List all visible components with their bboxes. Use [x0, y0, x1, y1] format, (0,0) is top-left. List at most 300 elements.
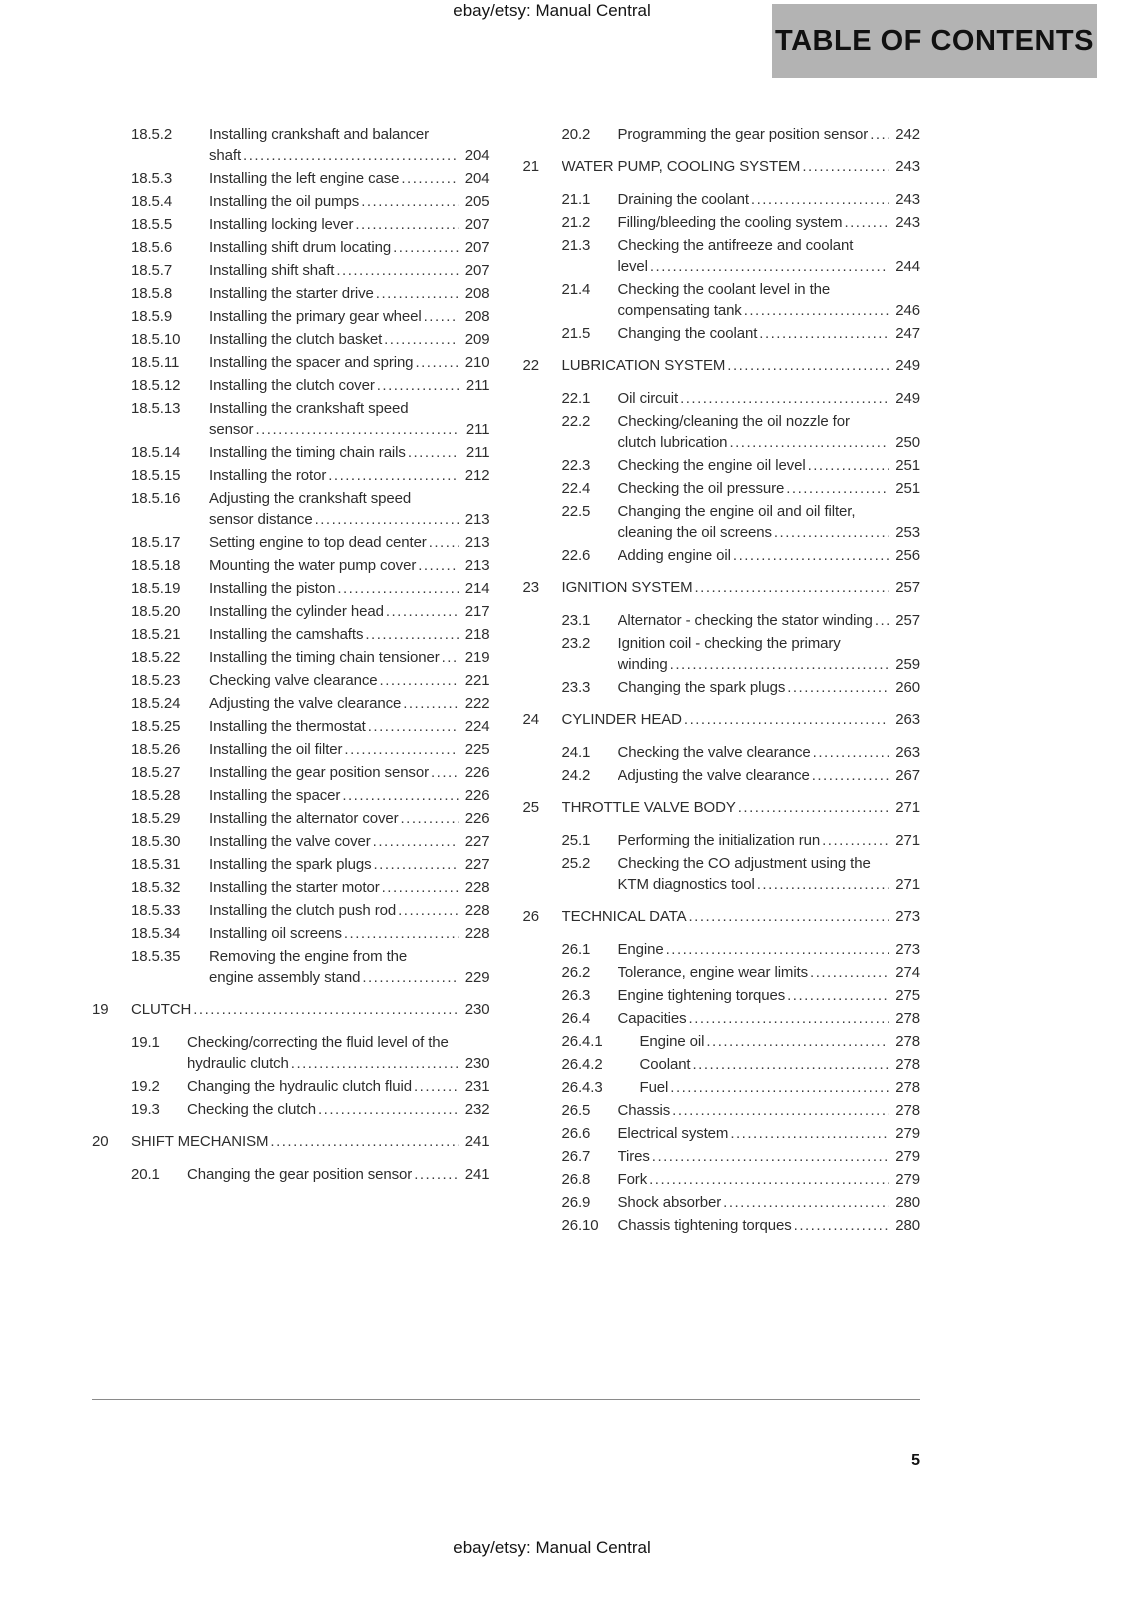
toc-entry: [523, 939, 921, 960]
toc-entry-number: 18.5.24: [131, 695, 181, 712]
toc-entry-page: 208: [459, 283, 490, 304]
dot-leader: [682, 709, 920, 730]
toc-entry-body: [618, 501, 921, 543]
toc-entry: [523, 501, 921, 543]
toc-entry: [92, 877, 490, 898]
toc-entry-body: [209, 693, 490, 714]
toc-entry-number: 22.6: [561, 547, 591, 564]
toc-chapter-entry: [523, 577, 921, 598]
toc-entry-body: [209, 854, 490, 875]
toc-entry-number: 22.4: [561, 480, 591, 497]
toc-entry-page: 214: [459, 578, 490, 599]
toc-entry-page: 226: [459, 762, 490, 783]
dot-leader: [693, 577, 920, 598]
toc-entry-number: 25.1: [561, 832, 591, 849]
toc-entry-title: Installing the gear position sensor: [209, 764, 429, 781]
toc-entry-page: 241: [459, 1131, 490, 1152]
toc-entry-number: 26.4.2: [561, 1056, 603, 1073]
toc-entry-number: 26: [522, 908, 539, 925]
toc-entry-body: [618, 1008, 921, 1029]
toc-entry: [523, 545, 921, 566]
toc-entry: [523, 962, 921, 983]
toc-entry-page: 263: [889, 742, 920, 763]
toc-entry-title: Installing the alternator cover: [209, 810, 399, 827]
toc-entry-title: IGNITION SYSTEM: [561, 579, 693, 596]
toc-entry: [523, 212, 921, 233]
toc-entry-body: [618, 189, 921, 210]
toc-entry-number: 21.5: [561, 325, 591, 342]
toc-entry-title: Oil circuit: [617, 390, 679, 407]
toc-entry-title: Installing the spacer: [209, 787, 341, 804]
toc-entry: [523, 189, 921, 210]
toc-entry-page: 226: [459, 808, 490, 829]
toc-entry-title: Installing the oil pumps: [209, 193, 360, 210]
toc-entry-page: 249: [889, 388, 920, 409]
toc-entry: [92, 442, 490, 463]
toc-entry-body: [209, 306, 490, 327]
toc-chapter-entry: [523, 709, 921, 730]
toc-entry-title: CLUTCH: [131, 1001, 192, 1018]
toc-entry-title: TECHNICAL DATA: [561, 908, 687, 925]
toc-entry-title: Adjusting the valve clearance: [617, 767, 810, 784]
toc-entry: [92, 739, 490, 760]
toc-entry-title: Installing the clutch basket: [209, 331, 383, 348]
toc-column-left: [92, 124, 490, 1238]
dot-leader: [664, 939, 920, 960]
toc-entry-number: 18.5.10: [131, 331, 181, 348]
toc-entry: [523, 279, 921, 321]
toc-entry-title: Performing the initialization run: [617, 832, 821, 849]
toc-entry-body: [562, 797, 921, 818]
toc-entry-body: [209, 578, 490, 599]
toc-entry-title: Adding engine oil: [617, 547, 731, 564]
toc-entry-page: 213: [459, 509, 490, 530]
toc-entry-body: [209, 283, 490, 304]
toc-entry-title: Installing the timing chain rails: [209, 444, 406, 461]
toc-entry-page: 227: [459, 854, 490, 875]
toc-entry-title: Filling/bleeding the cooling system: [617, 214, 843, 231]
toc-entry-number: 18.5.16: [131, 490, 181, 507]
toc-entry: [92, 808, 490, 829]
toc-entry-title: Checking/correcting the fluid level of the hydraulic clutch: [187, 1034, 449, 1072]
toc-entry-title: Installing crankshaft and balancer shaft: [209, 126, 430, 164]
toc-entry-page: 212: [459, 465, 490, 486]
toc-entry: [523, 388, 921, 409]
toc-entry-body: [562, 906, 921, 927]
toc-entry: [92, 1164, 490, 1185]
toc-entry-title: Changing the coolant: [617, 325, 758, 342]
toc-entry-body: [562, 156, 921, 177]
dot-leader: [241, 145, 489, 166]
toc-entry-page: 213: [459, 555, 490, 576]
toc-entry: [523, 1123, 921, 1144]
toc-chapter-entry: [523, 156, 921, 177]
toc-entry-title: Installing the camshafts: [209, 626, 364, 643]
toc-entry-title: Checking the coolant level in the compensating tank: [617, 281, 831, 319]
toc-entry-body: [618, 235, 921, 277]
toc-entry-number: 18.5.32: [131, 879, 181, 896]
toc-entry-number: 26.4: [561, 1010, 591, 1027]
toc-entry-page: 249: [889, 355, 920, 376]
toc-entry-body: [209, 716, 490, 737]
toc-entry-body: [618, 985, 921, 1006]
toc-entry-number: 18.5.14: [131, 444, 181, 461]
toc-entry-page: 271: [889, 830, 920, 851]
toc-entry-page: 271: [889, 797, 920, 818]
toc-entry-body: [131, 1131, 490, 1152]
toc-entry: [523, 411, 921, 453]
toc-entry-body: [209, 555, 490, 576]
toc-entry-body: [618, 1192, 921, 1213]
toc-entry: [523, 1100, 921, 1121]
toc-entry-title: Installing the starter drive: [209, 285, 374, 302]
toc-entry-number: 26.2: [561, 964, 591, 981]
toc-entry-page: 273: [889, 906, 920, 927]
toc-entry-page: 267: [889, 765, 920, 786]
toc-entry: [523, 1169, 921, 1190]
dot-leader: [650, 1146, 920, 1167]
toc-entry-body: [618, 279, 921, 321]
toc-entry-title: Installing the cylinder head: [209, 603, 384, 620]
toc-entry-page: 229: [459, 967, 490, 988]
toc-entry-title: Coolant: [639, 1056, 691, 1073]
toc-entry-page: 275: [889, 985, 920, 1006]
toc-entry-page: 273: [889, 939, 920, 960]
toc-entry-title: Engine oil: [639, 1033, 705, 1050]
toc-entry-page: 204: [459, 145, 490, 166]
toc-entry-title: Changing the gear position sensor: [187, 1166, 413, 1183]
toc-entry-title: Checking the antifreeze and coolant level: [617, 237, 854, 275]
toc-entry-number: 18.5.28: [131, 787, 181, 804]
toc-entry-page: 251: [889, 455, 920, 476]
toc-entry-number: 20.2: [561, 126, 591, 143]
toc-entry-body: [562, 709, 921, 730]
toc-entry-title: Installing the spark plugs: [209, 856, 372, 873]
toc-chapter-entry: [92, 999, 490, 1020]
toc-entry: [92, 375, 490, 396]
toc-entry-title: LUBRICATION SYSTEM: [561, 357, 726, 374]
toc-entry-page: 213: [459, 532, 490, 553]
toc-entry-number: 18.5.35: [131, 948, 181, 965]
toc-entry-body: [209, 237, 490, 258]
toc-entry-body: [209, 762, 490, 783]
toc-entry-number: 18.5.22: [131, 649, 181, 666]
toc-entry-page: 247: [889, 323, 920, 344]
toc-entry-number: 18.5.19: [131, 580, 181, 597]
toc-chapter-entry: [523, 906, 921, 927]
toc-entry-page: 243: [889, 189, 920, 210]
toc-entry-page: 242: [889, 124, 920, 145]
toc-entry-body: [618, 830, 921, 851]
toc-entry-number: 18.5.8: [131, 285, 173, 302]
toc-entry: [523, 1031, 921, 1052]
toc-entry-body: [618, 765, 921, 786]
toc-entry-body: [209, 488, 490, 530]
toc-entry-body: [187, 1076, 490, 1097]
toc-entry-number: 18.5.20: [131, 603, 181, 620]
toc-entry-number: 18.5.7: [131, 262, 173, 279]
toc-entry-body: [209, 785, 490, 806]
toc-entry-body: [209, 375, 490, 396]
toc-entry-number: 26.4.3: [561, 1079, 603, 1096]
toc-entry-title: SHIFT MECHANISM: [131, 1133, 269, 1150]
toc-entry-title: Shock absorber: [617, 1194, 722, 1211]
watermark-bottom: ebay/etsy: Manual Central: [453, 1538, 651, 1557]
dot-leader: [668, 654, 920, 675]
toc-entry-page: 278: [889, 1008, 920, 1029]
toc-entry: [92, 306, 490, 327]
toc-entry-body: [618, 677, 921, 698]
toc-entry: [92, 329, 490, 350]
toc-entry-body: [209, 168, 490, 189]
page-number: 5: [911, 1452, 920, 1469]
dot-leader: [704, 1031, 920, 1052]
toc-entry-page: 221: [459, 670, 490, 691]
toc-column-right: [523, 124, 921, 1238]
toc-entry-page: 278: [889, 1054, 920, 1075]
toc-entry-page: 211: [460, 419, 490, 440]
toc-entry: [92, 237, 490, 258]
toc-entry-body: [640, 1054, 921, 1075]
toc-entry: [523, 1054, 921, 1075]
dot-leader: [678, 388, 920, 409]
toc-entry-page: 232: [459, 1099, 490, 1120]
toc-entry-number: 20: [92, 1133, 109, 1150]
toc-entry-page: 246: [889, 300, 920, 321]
toc-entry: [92, 555, 490, 576]
toc-entry-number: 18.5.33: [131, 902, 181, 919]
toc-entry-number: 18.5.17: [131, 534, 181, 551]
toc-entry-page: 218: [459, 624, 490, 645]
toc-entry-body: [618, 1146, 921, 1167]
toc-entry-title: Installing oil screens: [209, 925, 342, 942]
toc-entry: [92, 214, 490, 235]
toc-entry-body: [209, 946, 490, 988]
dot-leader: [647, 1169, 920, 1190]
toc-entry-body: [618, 545, 921, 566]
toc-entry-title: Installing shift shaft: [209, 262, 335, 279]
toc-entry: [92, 900, 490, 921]
toc-entry-title: Draining the coolant: [617, 191, 749, 208]
toc-entry: [92, 923, 490, 944]
toc-entry-page: 228: [459, 923, 490, 944]
toc-columns: [92, 124, 920, 1238]
toc-entry-page: 205: [459, 191, 490, 212]
toc-entry-page: 211: [460, 375, 490, 396]
toc-entry-page: 204: [459, 168, 490, 189]
toc-entry-page: 207: [459, 260, 490, 281]
toc-entry-body: [618, 388, 921, 409]
toc-entry-title: CYLINDER HEAD: [561, 711, 682, 728]
toc-entry: [523, 765, 921, 786]
toc-entry-title: Setting engine to top dead center: [209, 534, 427, 551]
toc-entry: [523, 235, 921, 277]
toc-entry: [523, 323, 921, 344]
toc-entry: [92, 168, 490, 189]
toc-entry-body: [618, 212, 921, 233]
toc-entry-number: 25: [522, 799, 539, 816]
toc-entry: [92, 260, 490, 281]
toc-entry-title: WATER PUMP, COOLING SYSTEM: [561, 158, 801, 175]
toc-entry-number: 18.5.21: [131, 626, 181, 643]
toc-entry: [523, 830, 921, 851]
toc-entry-body: [618, 742, 921, 763]
toc-entry: [92, 693, 490, 714]
toc-entry-title: Chassis tightening torques: [617, 1217, 792, 1234]
toc-entry-page: 207: [459, 214, 490, 235]
toc-entry-title: Installing the timing chain tensioner: [209, 649, 440, 666]
toc-entry-body: [618, 633, 921, 675]
toc-entry-number: 26.6: [561, 1125, 591, 1142]
toc-entry-page: 243: [889, 156, 920, 177]
toc-entry-number: 18.5.6: [131, 239, 173, 256]
toc-entry-title: Checking/cleaning the oil nozzle for clutch lubrication: [617, 413, 850, 451]
toc-entry-body: [187, 1032, 490, 1074]
toc-entry-number: 26.1: [561, 941, 591, 958]
toc-entry-number: 26.10: [561, 1217, 599, 1234]
toc-entry-page: 217: [459, 601, 490, 622]
toc-entry-number: 21.3: [561, 237, 591, 254]
toc-entry-body: [209, 532, 490, 553]
toc-entry-number: 21.4: [561, 281, 591, 298]
toc-entry-body: [618, 1169, 921, 1190]
toc-entry-body: [618, 1215, 921, 1236]
dot-leader: [687, 1008, 920, 1029]
toc-entry-page: 228: [459, 900, 490, 921]
toc-entry-number: 24.1: [561, 744, 591, 761]
toc-entry-title: Installing the oil filter: [209, 741, 343, 758]
toc-entry-page: 279: [889, 1146, 920, 1167]
toc-entry-page: 251: [889, 478, 920, 499]
toc-entry: [523, 633, 921, 675]
toc-entry-title: Installing the left engine case: [209, 170, 400, 187]
toc-entry: [523, 455, 921, 476]
toc-entry-title: Programming the gear position sensor: [617, 126, 869, 143]
toc-entry-body: [209, 442, 490, 463]
toc-entry-number: 25.2: [561, 855, 591, 872]
toc-entry-body: [618, 853, 921, 895]
toc-entry-page: 263: [889, 709, 920, 730]
toc-entry: [92, 1032, 490, 1074]
toc-entry: [92, 352, 490, 373]
toc-entry-body: [209, 601, 490, 622]
toc-entry-page: 243: [889, 212, 920, 233]
toc-entry-body: [618, 455, 921, 476]
toc-entry-body: [209, 329, 490, 350]
toc-entry-title: Installing the spacer and spring: [209, 354, 414, 371]
toc-entry-body: [618, 1100, 921, 1121]
toc-entry-page: 219: [459, 647, 490, 668]
toc-entry: [92, 785, 490, 806]
toc-entry-page: 230: [459, 999, 490, 1020]
toc-entry-body: [618, 323, 921, 344]
toc-entry-page: 228: [459, 877, 490, 898]
toc-entry-body: [618, 939, 921, 960]
toc-entry-body: [618, 411, 921, 453]
toc-entry-page: 210: [459, 352, 490, 373]
dot-leader: [191, 999, 489, 1020]
toc-entry-page: 279: [889, 1123, 920, 1144]
toc-entry-number: 18.5.18: [131, 557, 181, 574]
toc-entry-title: Changing the spark plugs: [617, 679, 786, 696]
toc-entry: [92, 488, 490, 530]
toc-entry-number: 23.3: [561, 679, 591, 696]
toc-entry-page: 256: [889, 545, 920, 566]
toc-entry-title: Installing the crankshaft speed sensor: [209, 400, 409, 438]
toc-entry-number: 26.3: [561, 987, 591, 1004]
toc-entry-title: Installing the primary gear wheel: [209, 308, 422, 325]
toc-entry: [92, 191, 490, 212]
toc-entry-number: 19.3: [131, 1101, 160, 1118]
toc-entry-page: 226: [459, 785, 490, 806]
toc-entry-page: 280: [889, 1215, 920, 1236]
toc-entry-title: Tolerance, engine wear limits: [617, 964, 809, 981]
dot-leader: [648, 256, 920, 277]
toc-entry-page: 207: [459, 237, 490, 258]
toc-entry: [523, 1192, 921, 1213]
toc-entry-page: 259: [889, 654, 920, 675]
toc-entry-title: Fork: [617, 1171, 648, 1188]
toc-entry-body: [187, 1164, 490, 1185]
toc-entry-body: [209, 739, 490, 760]
toc-entry-body: [209, 398, 490, 440]
toc-entry-title: THROTTLE VALVE BODY: [561, 799, 736, 816]
toc-entry-number: 18.5.29: [131, 810, 181, 827]
toc-entry: [523, 124, 921, 145]
toc-entry-number: 18.5.27: [131, 764, 181, 781]
toc-entry-body: [209, 214, 490, 235]
toc-entry-number: 22.5: [561, 503, 591, 520]
toc-entry: [92, 854, 490, 875]
toc-entry-title: Checking the clutch: [187, 1101, 317, 1118]
toc-chapter-entry: [523, 797, 921, 818]
toc-entry: [523, 853, 921, 895]
toc-entry-number: 19.2: [131, 1078, 160, 1095]
toc-entry-number: 18.5.3: [131, 170, 173, 187]
toc-entry: [523, 1008, 921, 1029]
toc-entry-number: 19.1: [131, 1034, 160, 1051]
toc-entry-title: Ignition coil - checking the primary winding: [617, 635, 841, 673]
toc-entry: [92, 946, 490, 988]
toc-entry-page: 231: [459, 1076, 490, 1097]
toc-entry-page: 278: [889, 1100, 920, 1121]
toc-entry-page: 208: [459, 306, 490, 327]
toc-entry-number: 21.1: [561, 191, 591, 208]
toc-entry: [523, 1146, 921, 1167]
toc-entry: [92, 647, 490, 668]
toc-entry-body: [618, 124, 921, 145]
toc-entry-page: 280: [889, 1192, 920, 1213]
toc-entry: [523, 677, 921, 698]
toc-entry-title: Installing locking lever: [209, 216, 354, 233]
toc-entry: [92, 465, 490, 486]
toc-entry-body: [209, 191, 490, 212]
toc-entry-page: 253: [889, 522, 920, 543]
toc-entry-number: 18.5.34: [131, 925, 181, 942]
toc-entry-page: 225: [459, 739, 490, 760]
toc-entry-title: Engine: [617, 941, 664, 958]
dot-leader: [268, 1131, 489, 1152]
toc-entry: [92, 1076, 490, 1097]
toc-entry-title: Electrical system: [617, 1125, 729, 1142]
toc-entry: [92, 716, 490, 737]
toc-entry-body: [187, 1099, 490, 1120]
toc-entry-page: 224: [459, 716, 490, 737]
table-of-contents-banner: TABLE OF CONTENTS: [772, 4, 1097, 78]
toc-entry: [523, 742, 921, 763]
toc-entry-number: 18.5.12: [131, 377, 181, 394]
toc-entry-page: 211: [460, 442, 490, 463]
